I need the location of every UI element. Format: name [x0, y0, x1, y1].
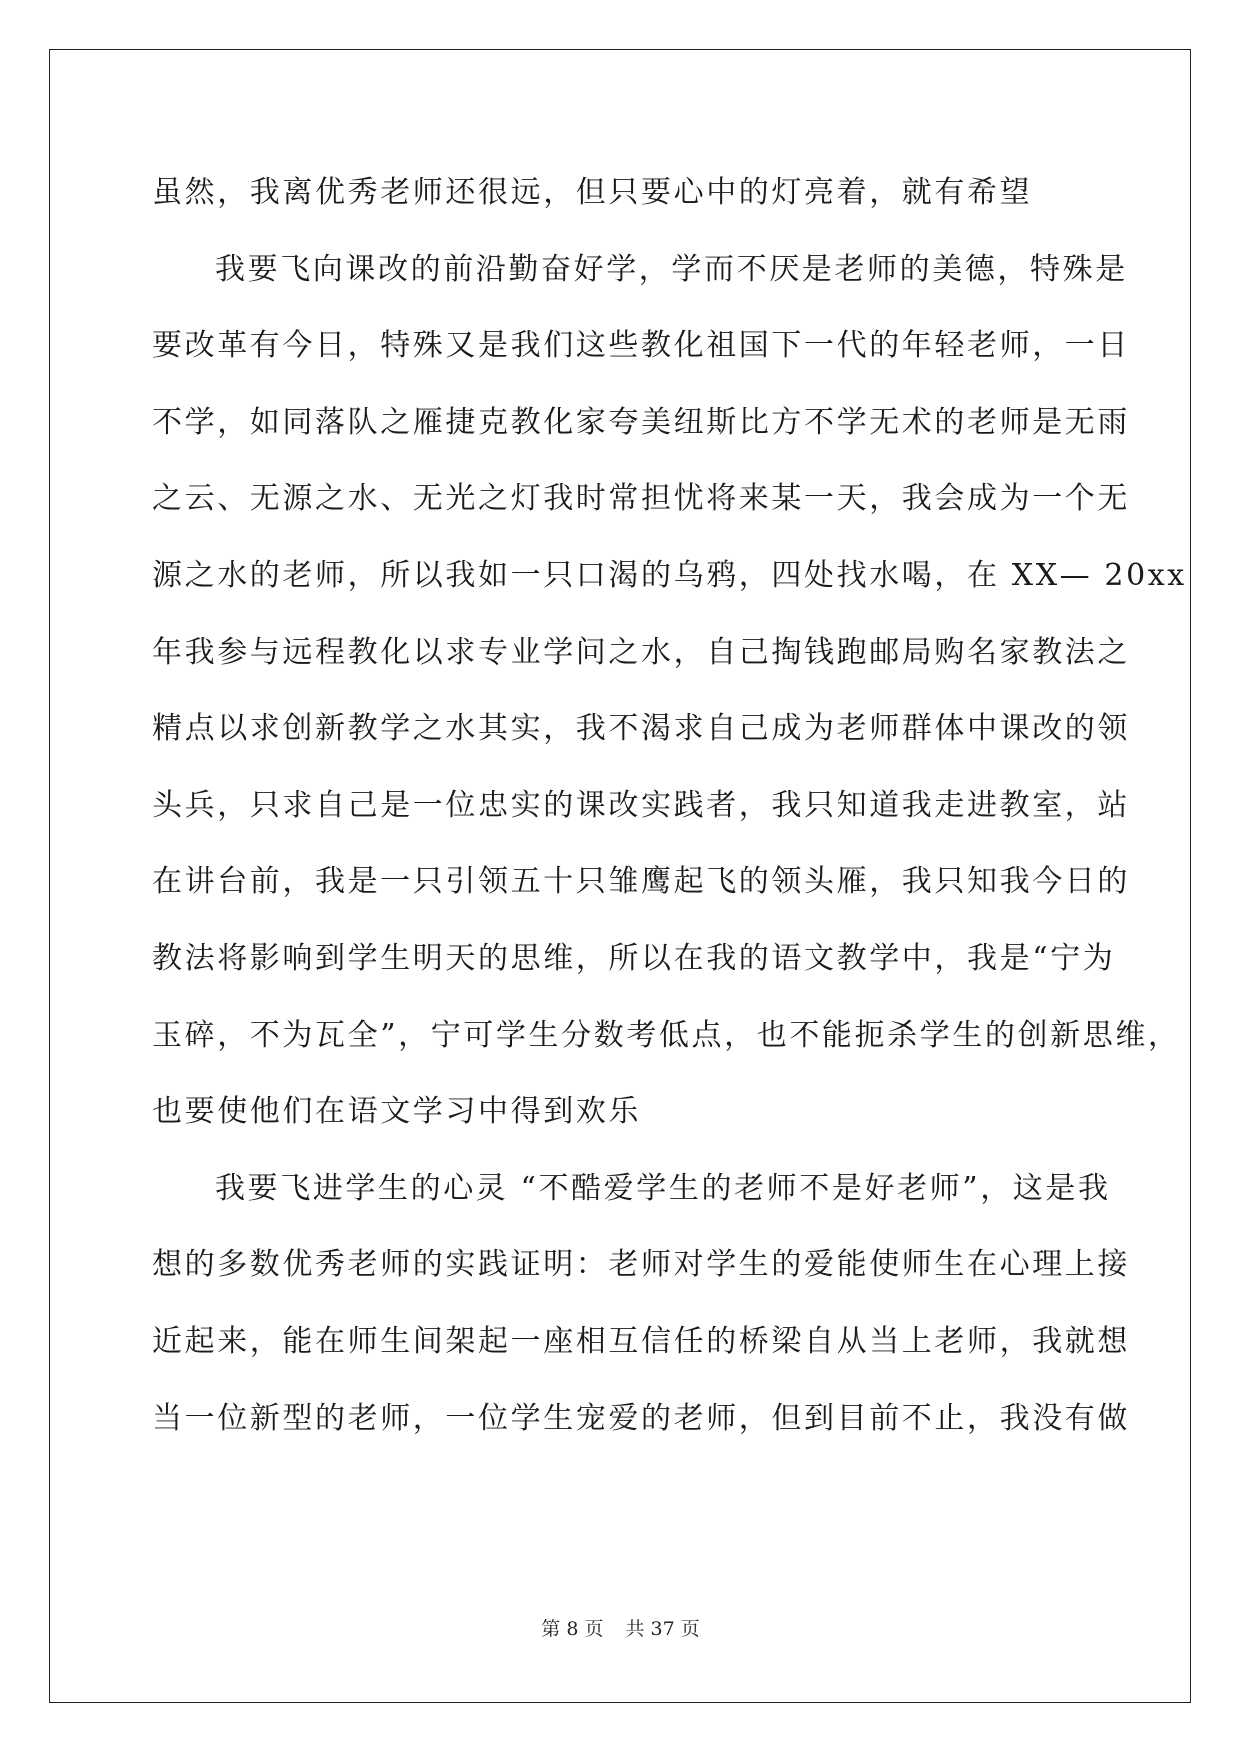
text-line: 要改革有今日，特殊又是我们这些教化祖国下一代的年轻老师，一日 — [152, 328, 1130, 364]
page-footer — [0, 1614, 1241, 1641]
page-total: 共 37 页 — [625, 1618, 700, 1640]
text-line: 虽然，我离优秀老师还很远，但只要心中的灯亮着，就有希望 — [152, 175, 1033, 210]
text-line: 源之水的老师，所以我如一只口渴的乌鸦，四处找水喝，在 XX— 20xx — [152, 557, 1187, 593]
text-line: 教法将影响到学生明天的思维，所以在我的语文教学中，我是“宁为 — [152, 940, 1116, 976]
text-line: 头兵，只求自己是一位忠实的课改实践者，我只知道我走进教室，站 — [152, 787, 1130, 823]
document-body — [152, 163, 1187, 1465]
text-line: 不学，如同落队之雁捷克教化家夸美纽斯比方不学无术的老师是无雨 — [152, 404, 1130, 440]
text-line: 精点以求创新教学之水其实，我不渴求自己成为老师群体中课改的领 — [152, 711, 1130, 747]
text-line: 当一位新型的老师，一位学生宠爱的老师，但到目前不止，我没有做 — [152, 1400, 1130, 1436]
text-line: 在讲台前，我是一只引领五十只雏鹰起飞的领头雁，我只知我今日的 — [152, 864, 1130, 900]
paragraph-first-line: 我要飞向课改的前沿勤奋好学，学而不厌是老师的美德，特殊是 — [215, 251, 1128, 287]
page-number: 第 8 页 — [541, 1618, 604, 1640]
text-line: 之云、无源之水、无光之灯我时常担忧将来某一天，我会成为一个无 — [152, 481, 1130, 517]
paragraph-first-line: 我要飞进学生的心灵 “不酷爱学生的老师不是好老师”，这是我 — [215, 1170, 1111, 1206]
text-line: 年我参与远程教化以求专业学问之水，自己掏钱跑邮局购名家教法之 — [152, 634, 1130, 670]
text-line: 玉碎，不为瓦全”，宁可学生分数考低点，也不能扼杀学生的创新思维， — [152, 1017, 1181, 1053]
text-line: 近起来，能在师生间架起一座相互信任的桥梁自从当上老师，我就想 — [152, 1323, 1130, 1359]
text-line: 想的多数优秀老师的实践证明：老师对学生的爱能使师生在心理上接 — [152, 1247, 1130, 1283]
text-line: 也要使他们在语文学习中得到欢乐 — [152, 1094, 641, 1130]
